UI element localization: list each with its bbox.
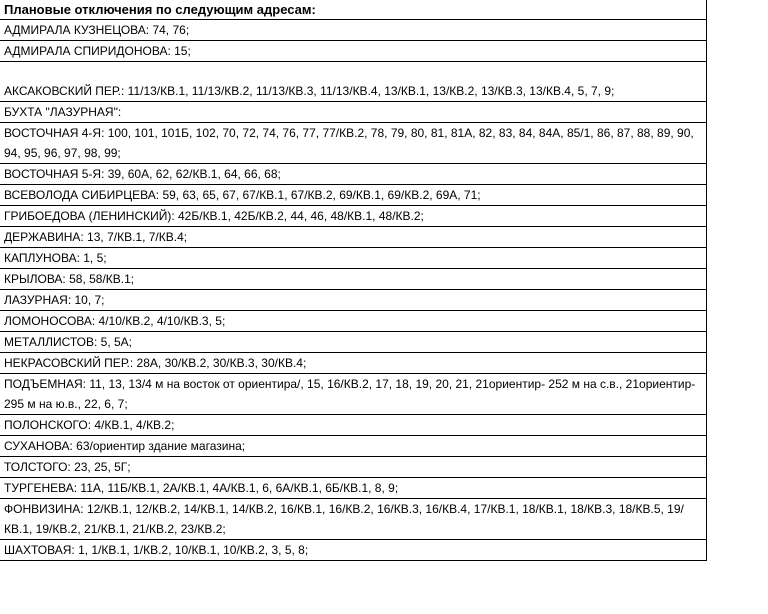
table-row — [0, 499, 706, 540]
address-cell: БУХТА "ЛАЗУРНАЯ": — [0, 102, 706, 123]
table-row — [0, 436, 706, 457]
table-row — [0, 102, 706, 123]
address-cell: ДЕРЖАВИНА: 13, 7/КВ.1, 7/КВ.4; — [0, 227, 706, 248]
address-cell: ВОСТОЧНАЯ 4-Я: 100, 101, 101Б, 102, 70, 72, 74, 76, 77, 77/КВ.2, 78, 79, 80, 81, 81А, 82, 83, 84, 84А, 85/1, 86, 87, 88, 89, 90, 94, 95, 96, 97, 98, 99; — [0, 123, 706, 164]
address-cell: ФОНВИЗИНА: 12/КВ.1, 12/КВ.2, 14/КВ.1, 14/КВ.2, 16/КВ.1, 16/КВ.2, 16/КВ.3, 16/КВ.4, 17/КВ.1, 18/КВ.1, 18/КВ.3, 18/КВ.5, 19/КВ.1, 19/КВ.2, 21/КВ.1, 21/КВ.2, 23/КВ.2; — [0, 499, 706, 540]
table-row — [0, 353, 706, 374]
address-cell: МЕТАЛЛИСТОВ: 5, 5А; — [0, 332, 706, 353]
table-row — [0, 41, 706, 62]
table-row — [0, 62, 706, 102]
address-cell: АДМИРАЛА КУЗНЕЦОВА: 74, 76; — [0, 20, 706, 41]
table-row — [0, 290, 706, 311]
address-cell: ЛОМОНОСОВА: 4/10/КВ.2, 4/10/КВ.3, 5; — [0, 311, 706, 332]
address-cell: ВОСТОЧНАЯ 5-Я: 39, 60А, 62, 62/КВ.1, 64, 66, 68; — [0, 164, 706, 185]
page-title: Плановые отключения по следующим адресам: — [0, 0, 706, 20]
address-cell: СУХАНОВА: 63/ориентир здание магазина; — [0, 436, 706, 457]
address-cell: КРЫЛОВА: 58, 58/КВ.1; — [0, 269, 706, 290]
table-row — [0, 311, 706, 332]
address-cell: ГРИБОЕДОВА (ЛЕНИНСКИЙ): 42Б/КВ.1, 42Б/КВ.2, 44, 46, 48/КВ.1, 48/КВ.2; — [0, 206, 706, 227]
table-row — [0, 415, 706, 436]
table-row — [0, 164, 706, 185]
address-cell: ШАХТОВАЯ: 1, 1/КВ.1, 1/КВ.2, 10/КВ.1, 10/КВ.2, 3, 5, 8; — [0, 540, 706, 561]
address-cell: АКСАКОВСКИЙ ПЕР.: 11/13/КВ.1, 11/13/КВ.2, 11/13/КВ.3, 11/13/КВ.4, 13/КВ.1, 13/КВ.2, 13/КВ.3, 13/КВ.4, 5, 7, 9; — [0, 62, 706, 102]
address-cell: НЕКРАСОВСКИЙ ПЕР.: 28А, 30/КВ.2, 30/КВ.3, 30/КВ.4; — [0, 353, 706, 374]
table-row — [0, 332, 706, 353]
address-cell: ВСЕВОЛОДА СИБИРЦЕВА: 59, 63, 65, 67, 67/КВ.1, 67/КВ.2, 69/КВ.1, 69/КВ.2, 69А, 71; — [0, 185, 706, 206]
table-row — [0, 457, 706, 478]
table-row — [0, 269, 706, 290]
address-cell: ТОЛСТОГО: 23, 25, 5Г; — [0, 457, 706, 478]
address-cell: АДМИРАЛА СПИРИДОНОВА: 15; — [0, 41, 706, 62]
table-row — [0, 227, 706, 248]
address-cell: ТУРГЕНЕВА: 11А, 11Б/КВ.1, 2А/КВ.1, 4А/КВ.1, 6, 6А/КВ.1, 6Б/КВ.1, 8, 9; — [0, 478, 706, 499]
address-table — [0, 20, 706, 561]
address-cell: ЛАЗУРНАЯ: 10, 7; — [0, 290, 706, 311]
table-row — [0, 123, 706, 164]
address-cell: ПОЛОНСКОГО: 4/КВ.1, 4/КВ.2; — [0, 415, 706, 436]
table-row — [0, 20, 706, 41]
table-row — [0, 185, 706, 206]
address-table-body — [0, 20, 706, 561]
table-row — [0, 248, 706, 269]
address-cell: КАПЛУНОВА: 1, 5; — [0, 248, 706, 269]
address-cell: ПОДЪЕМНАЯ: 11, 13, 13/4 м на восток от ориентира/, 15, 16/КВ.2, 17, 18, 19, 20, 21, 21ориентир- 252 м на с.в., 21ориентир- 295 м на ю.в., 22, 6, 7; — [0, 374, 706, 415]
table-row — [0, 374, 706, 415]
table-row — [0, 478, 706, 499]
table-row — [0, 206, 706, 227]
table-row — [0, 540, 706, 561]
